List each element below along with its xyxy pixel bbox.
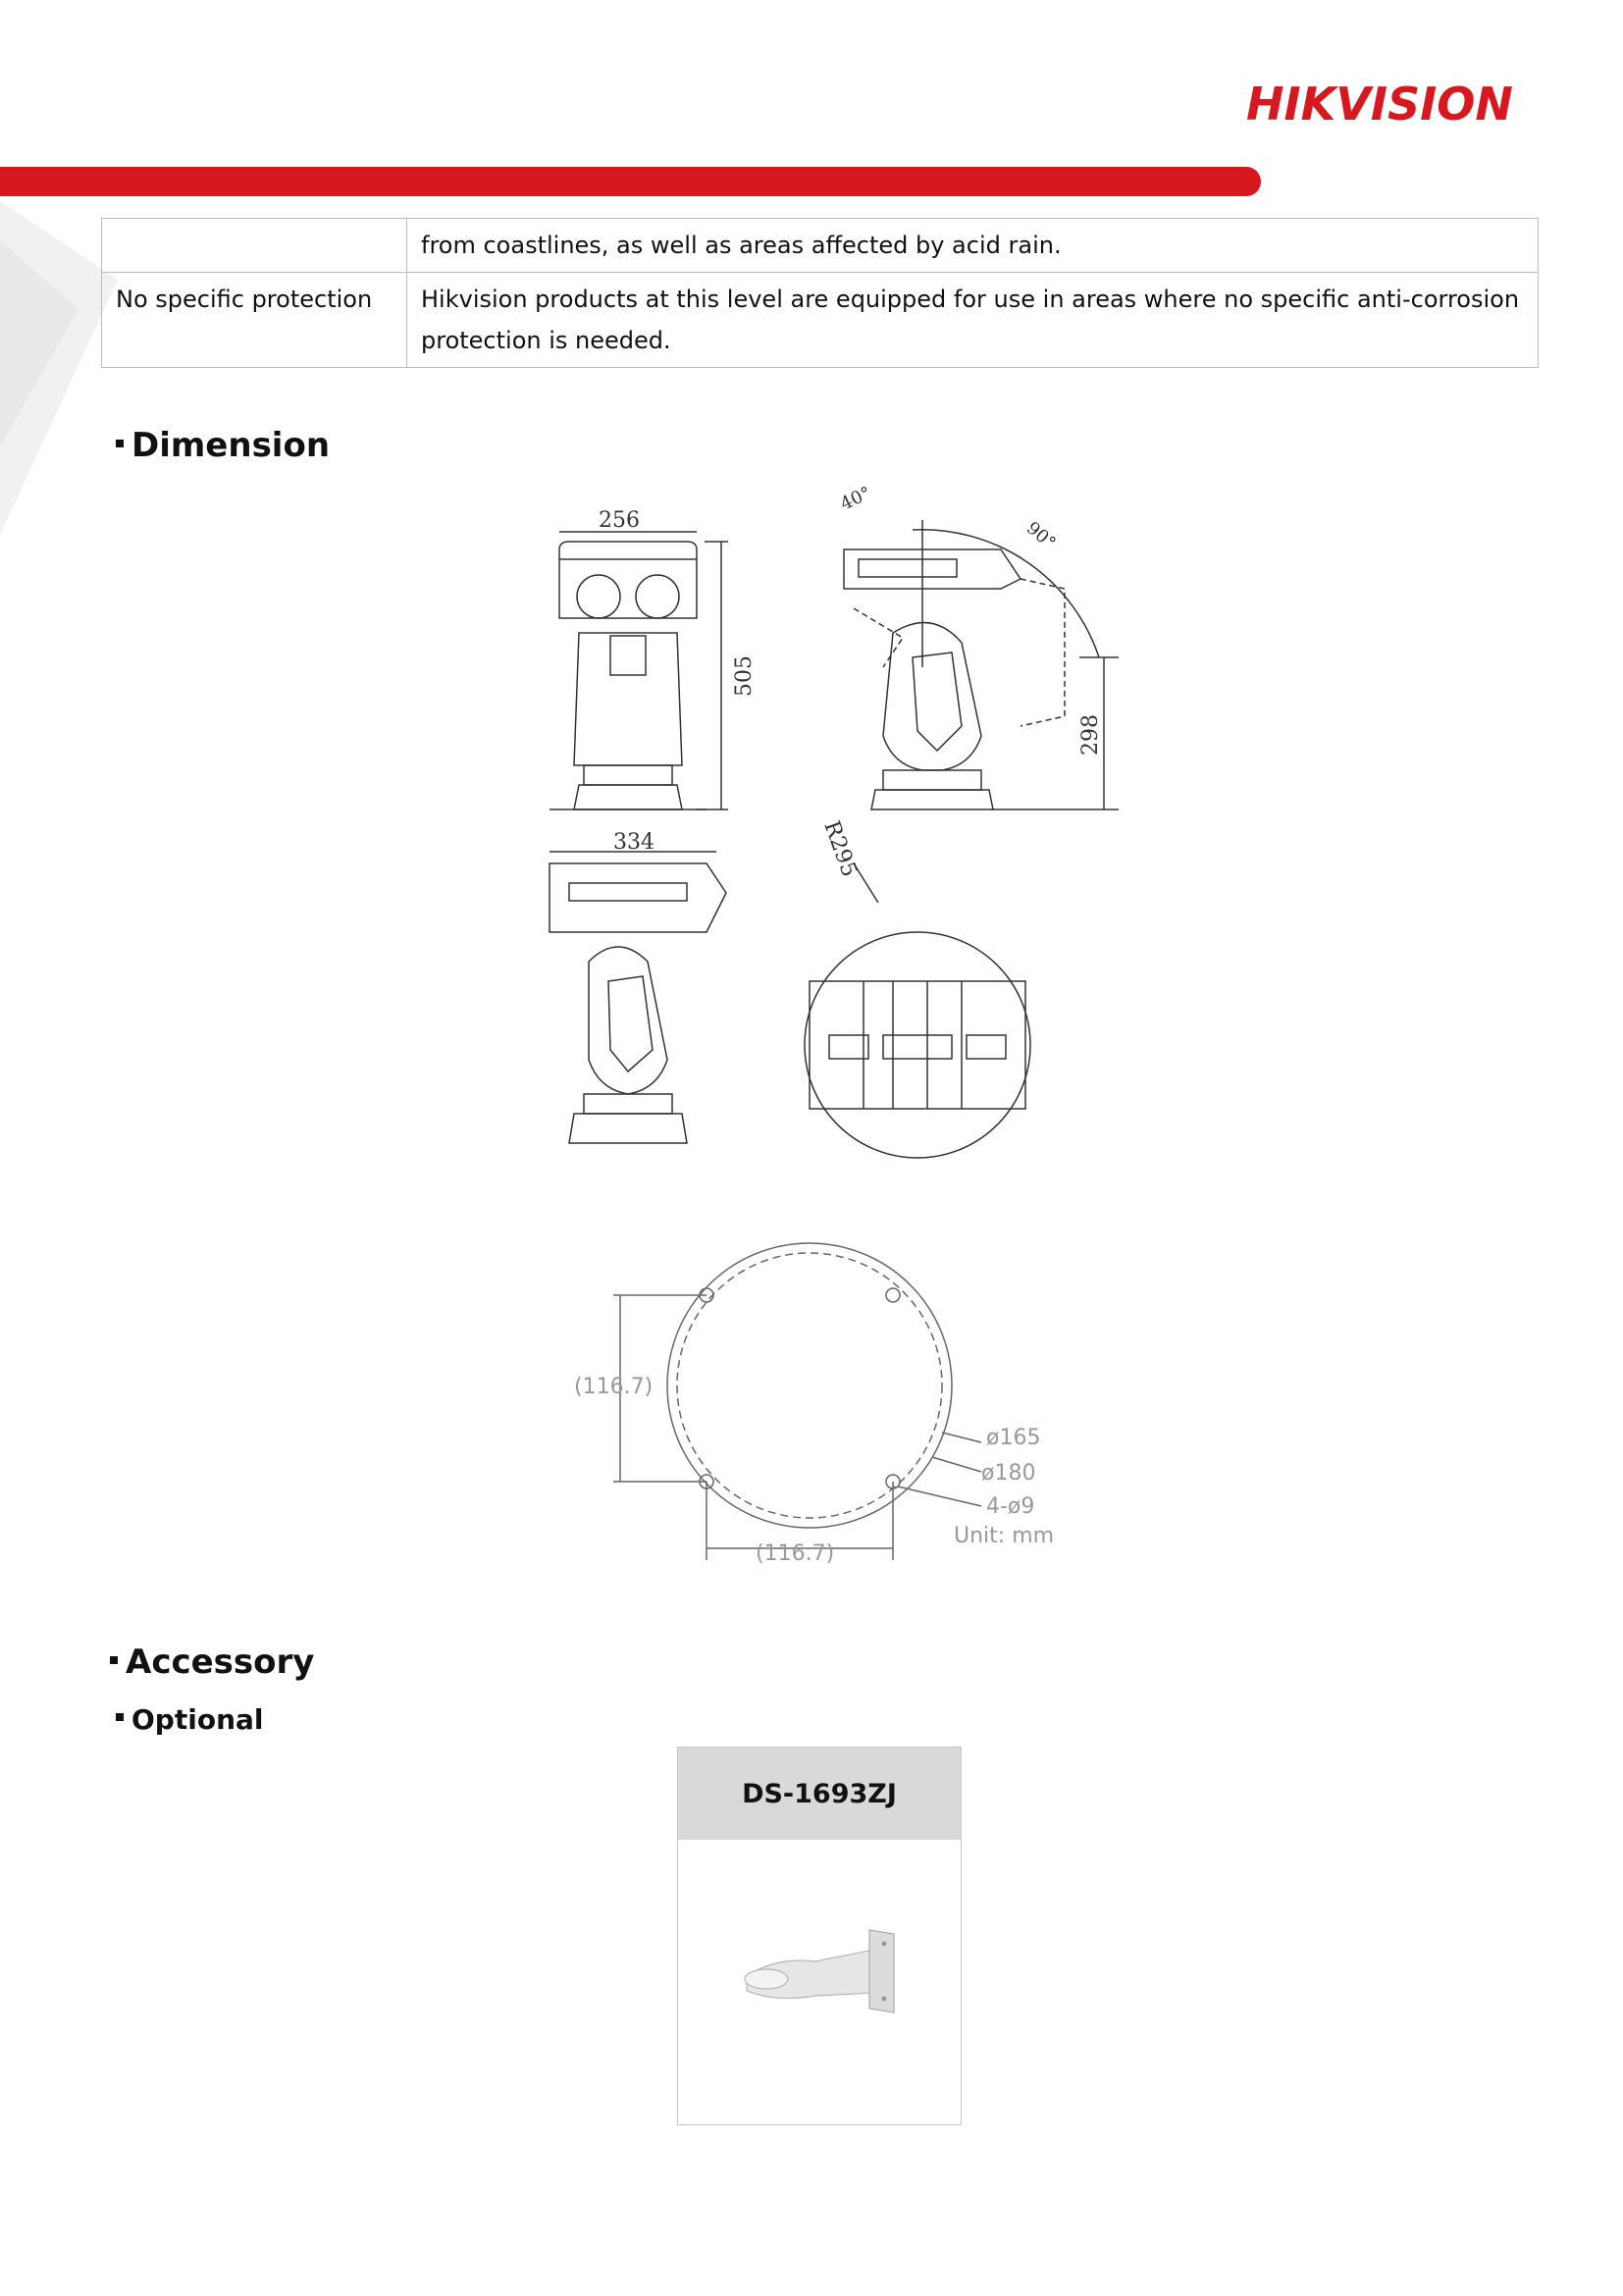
- dim-label-tilt-up: 40°: [837, 483, 875, 515]
- dim-label-base-span-v: (116.7): [574, 1375, 654, 1399]
- dim-label-radius: R295: [818, 817, 862, 881]
- bullet-square-icon: [110, 1656, 118, 1664]
- dim-label-top-width: 334: [613, 830, 654, 855]
- dimension-drawing: [530, 471, 1119, 1217]
- dim-label-base-d1: ø165: [986, 1426, 1041, 1450]
- description-cell: from coastlines, as well as areas affected by acid rain.: [407, 219, 1539, 273]
- table-row: [102, 219, 1539, 273]
- bullet-square-icon: [116, 1713, 124, 1721]
- header-red-bar: [0, 167, 1261, 196]
- level-cell: No specific protection: [102, 273, 407, 368]
- dim-label-holes: 4-ø9: [986, 1494, 1035, 1519]
- dimension-heading: Dimension: [116, 426, 330, 465]
- accessory-heading: Accessory: [110, 1643, 314, 1682]
- table-row: [102, 273, 1539, 368]
- hikvision-logo: [1246, 77, 1570, 128]
- dim-label-front-height: 505: [732, 655, 757, 697]
- accessory-card: [677, 1747, 962, 2125]
- level-cell: [102, 219, 407, 273]
- dim-label-base-span-h: (116.7): [756, 1541, 835, 1566]
- bullet-square-icon: [116, 440, 124, 447]
- decorative-triangle-watermark: [0, 201, 118, 535]
- wall-mount-bracket-image: [737, 1922, 904, 2020]
- protection-level-table: [101, 218, 1539, 368]
- detail-circle-view: [805, 863, 1030, 1158]
- dim-label-pivot-height: 298: [1078, 714, 1103, 756]
- side-view: [844, 517, 1119, 809]
- dim-label-unit: Unit: mm: [954, 1524, 1055, 1548]
- description-cell: Hikvision products at this level are equipped for use in areas where no specific anti-corrosion protection is needed.: [407, 273, 1539, 368]
- top-view: [550, 852, 726, 1143]
- dim-label-front-width: 256: [599, 508, 640, 533]
- base-plate-drawing: [569, 1236, 1079, 1590]
- front-view: [550, 542, 707, 809]
- accessory-model-label: DS-1693ZJ: [678, 1748, 961, 1840]
- dim-label-base-d2: ø180: [981, 1461, 1036, 1486]
- optional-subheading: Optional: [116, 1703, 264, 1736]
- brand-text: HIKVISION: [1246, 78, 1513, 128]
- dim-label-tilt-down: 90°: [1021, 517, 1060, 554]
